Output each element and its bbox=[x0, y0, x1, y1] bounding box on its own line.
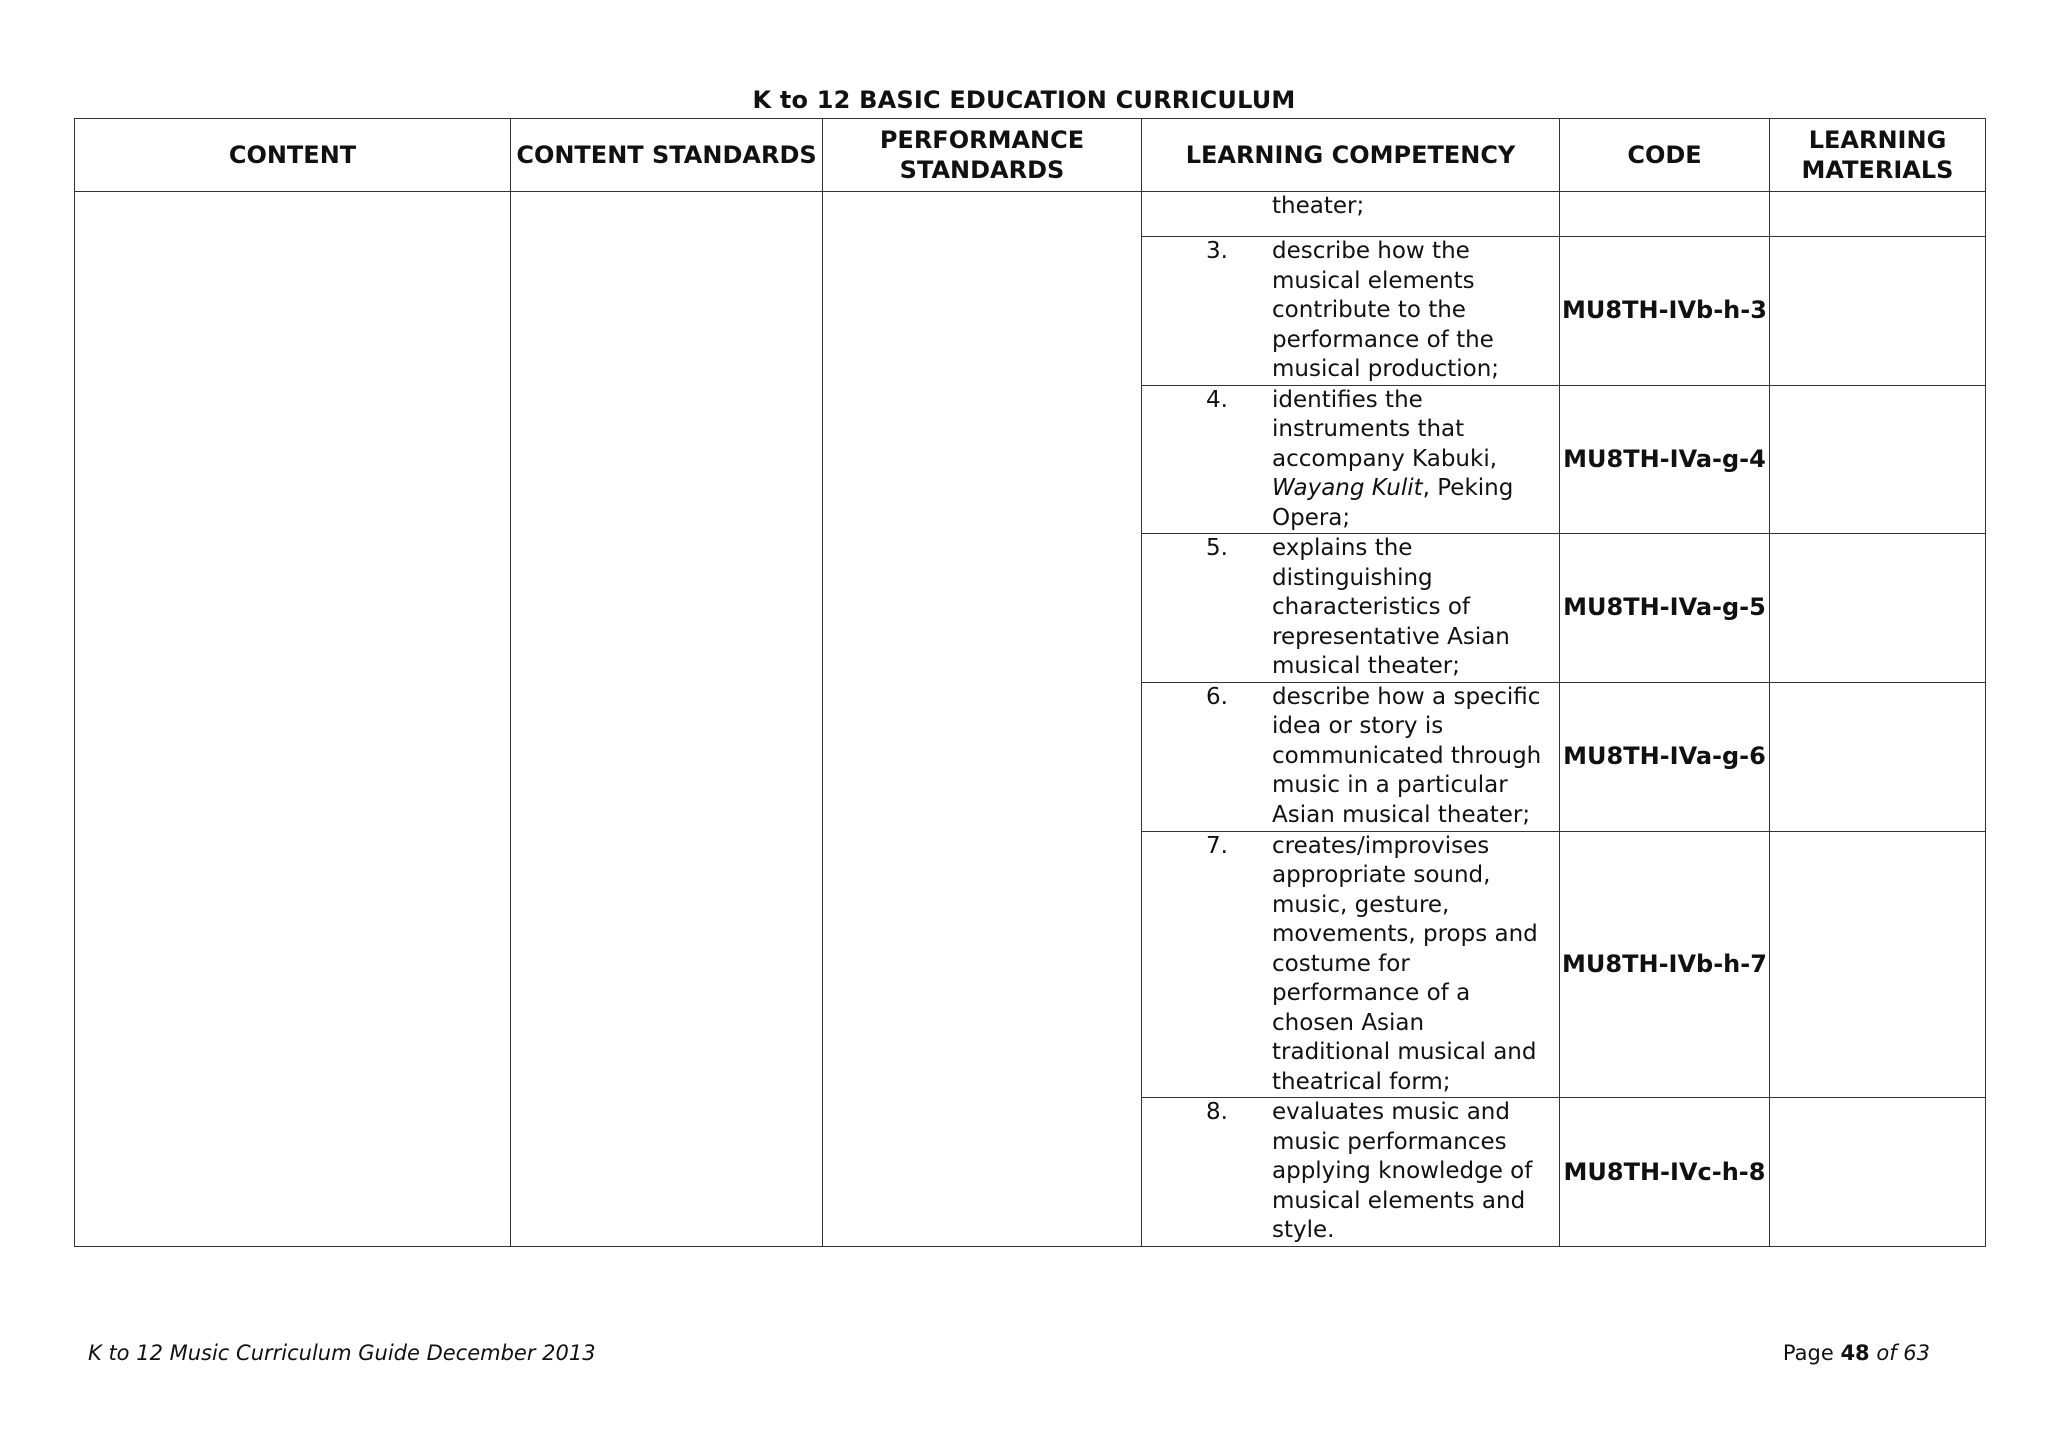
code-cell: MU8TH-IVa-g-6 bbox=[1560, 682, 1770, 831]
competency-number: 7. bbox=[1206, 832, 1228, 859]
header-performance-standards: PERFORMANCE STANDARDS bbox=[823, 119, 1142, 192]
competency-text-part: identifies the instruments that accompany Kabuki, bbox=[1272, 386, 1498, 472]
footer-guide-title: K to 12 Music Curriculum Guide December 2013 bbox=[88, 1341, 596, 1365]
competency-text-part: , Peking Opera; bbox=[1272, 475, 1514, 531]
competency-cell bbox=[1142, 682, 1560, 831]
competency-text: explains the distinguishing characteristics of representative Asian musical theater; bbox=[1272, 535, 1510, 679]
competency-number: 8. bbox=[1206, 1099, 1228, 1125]
materials-cell bbox=[1770, 534, 1986, 683]
header-learning-competency: LEARNING COMPETENCY bbox=[1142, 119, 1560, 192]
materials-cell bbox=[1770, 682, 1986, 831]
competency-cell bbox=[1142, 534, 1560, 683]
competency-cell bbox=[1142, 831, 1560, 1098]
code-cell: MU8TH-IVc-h-8 bbox=[1560, 1098, 1770, 1247]
materials-cell bbox=[1770, 237, 1986, 386]
code-cell bbox=[1560, 192, 1770, 237]
competency-text: describe how the musical elements contribute to the performance of the musical production; bbox=[1272, 238, 1500, 382]
materials-cell bbox=[1770, 385, 1986, 534]
competency-text: creates/improvises appropriate sound, music, gesture, movements, props and costume for performance of a chosen Asian traditional musical and theatrical form; bbox=[1272, 832, 1538, 1095]
header-content-standards: CONTENT STANDARDS bbox=[511, 119, 823, 192]
header-learning-materials: LEARNING MATERIALS bbox=[1770, 119, 1986, 192]
footer-page-total: of 63 bbox=[1876, 1341, 1930, 1365]
table-header-row bbox=[75, 119, 1986, 192]
competency-text-italic: Wayang Kulit bbox=[1272, 475, 1423, 501]
competency-number: 5. bbox=[1206, 535, 1228, 561]
footer-page-number bbox=[1783, 1341, 1930, 1365]
materials-cell bbox=[1770, 831, 1986, 1098]
header-content: CONTENT bbox=[75, 119, 511, 192]
footer-page-label: Page bbox=[1782, 1341, 1834, 1365]
competency-cell bbox=[1142, 385, 1560, 534]
competency-text bbox=[1272, 386, 1549, 534]
competency-cell bbox=[1142, 192, 1560, 237]
materials-cell bbox=[1770, 192, 1986, 237]
competency-text: theater; bbox=[1272, 193, 1365, 219]
content-cell bbox=[75, 192, 511, 1247]
competency-number: 4. bbox=[1206, 386, 1228, 413]
materials-cell bbox=[1770, 1098, 1986, 1247]
competency-number: 6. bbox=[1206, 683, 1228, 710]
content-standards-cell bbox=[511, 192, 823, 1247]
code-cell: MU8TH-IVa-g-4 bbox=[1560, 385, 1770, 534]
curriculum-table bbox=[74, 118, 1986, 1247]
footer-page-current: 48 bbox=[1840, 1341, 1870, 1365]
competency-cell bbox=[1142, 237, 1560, 386]
competency-text: describe how a specific idea or story is communicated through music in a particular Asian musical theater; bbox=[1272, 683, 1542, 828]
header-code: CODE bbox=[1560, 119, 1770, 192]
performance-standards-cell bbox=[823, 192, 1142, 1247]
code-cell: MU8TH-IVa-g-5 bbox=[1560, 534, 1770, 683]
competency-text: evaluates music and music performances applying knowledge of musical elements and style. bbox=[1272, 1099, 1533, 1244]
document-title: K to 12 BASIC EDUCATION CURRICULUM bbox=[752, 86, 1296, 114]
code-cell: MU8TH-IVb-h-7 bbox=[1560, 831, 1770, 1098]
code-cell: MU8TH-IVb-h-3 bbox=[1560, 237, 1770, 386]
table-row bbox=[75, 192, 1986, 237]
competency-cell bbox=[1142, 1098, 1560, 1247]
competency-number: 3. bbox=[1206, 238, 1228, 264]
